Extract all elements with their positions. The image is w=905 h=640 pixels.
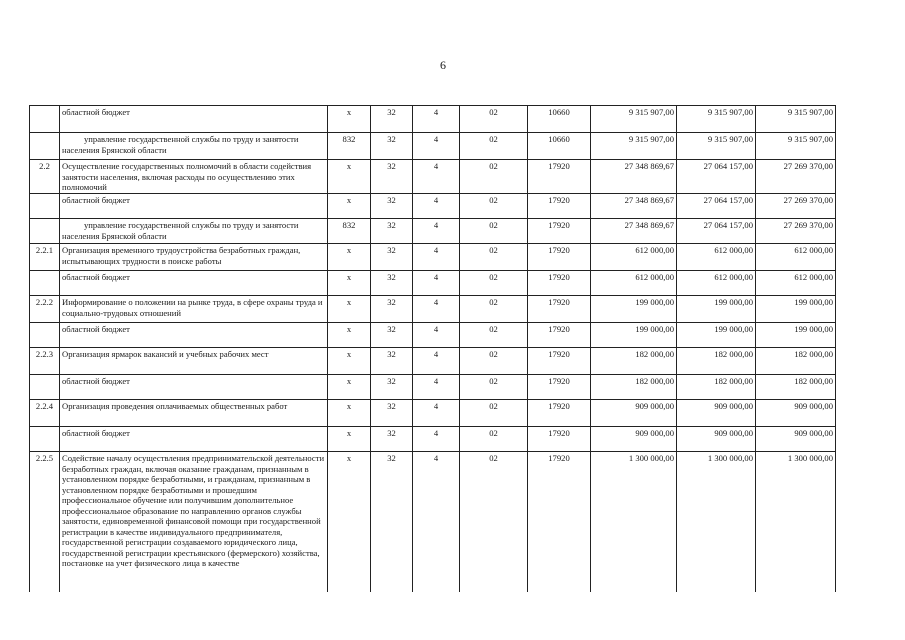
row-number: 2.2.4 [30,400,60,427]
amount-year2-cell: 909 000,00 [677,400,756,427]
group-cell: 02 [460,427,528,452]
row-name: управление государственной службы по труду и занятости населения Брянской области [60,219,328,244]
row-number [30,427,60,452]
amount-year1-cell: 909 000,00 [591,400,677,427]
subsection-cell: 4 [413,160,460,194]
subsection-cell: 4 [413,400,460,427]
group-cell: 02 [460,244,528,271]
table-body [30,106,836,592]
amount-year1-cell: 612 000,00 [591,244,677,271]
subsection-cell: 4 [413,427,460,452]
amount-year3-cell: 27 269 370,00 [756,219,836,244]
target-code-cell: 17920 [528,452,591,592]
subsection-cell: 4 [413,106,460,133]
subsection-cell: 4 [413,271,460,296]
target-code-cell: 17920 [528,375,591,400]
amount-year1-cell: 182 000,00 [591,348,677,375]
row-number [30,194,60,219]
amount-year2-cell: 27 064 157,00 [677,160,756,194]
amount-year2-cell: 182 000,00 [677,348,756,375]
row-name: областной бюджет [60,194,328,219]
budget-table [29,105,836,592]
target-code-cell: 17920 [528,348,591,375]
section-cell: 32 [371,133,413,160]
amount-year3-cell: 612 000,00 [756,244,836,271]
group-cell: 02 [460,400,528,427]
amount-year2-cell: 1 300 000,00 [677,452,756,592]
table-row [30,106,836,133]
target-code-cell: 17920 [528,323,591,348]
table-row [30,296,836,323]
subsection-cell: 4 [413,194,460,219]
amount-year3-cell: 909 000,00 [756,427,836,452]
amount-year1-cell: 27 348 869,67 [591,219,677,244]
row-name: областной бюджет [60,323,328,348]
row-number: 2.2.1 [30,244,60,271]
amount-year2-cell: 199 000,00 [677,296,756,323]
ministry-code-cell: x [328,452,371,592]
target-code-cell: 10660 [528,133,591,160]
target-code-cell: 17920 [528,400,591,427]
group-cell: 02 [460,452,528,592]
group-cell: 02 [460,106,528,133]
target-code-cell: 17920 [528,271,591,296]
amount-year1-cell: 199 000,00 [591,296,677,323]
section-cell: 32 [371,271,413,296]
row-number: 2.2 [30,160,60,194]
table-row [30,271,836,296]
row-number [30,271,60,296]
row-number [30,323,60,348]
amount-year1-cell: 199 000,00 [591,323,677,348]
amount-year2-cell: 27 064 157,00 [677,194,756,219]
amount-year3-cell: 182 000,00 [756,348,836,375]
ministry-code-cell: 832 [328,133,371,160]
section-cell: 32 [371,375,413,400]
amount-year1-cell: 9 315 907,00 [591,133,677,160]
group-cell: 02 [460,194,528,219]
section-cell: 32 [371,244,413,271]
ministry-code-cell: x [328,194,371,219]
amount-year3-cell: 1 300 000,00 [756,452,836,592]
page-number: 6 [440,58,446,72]
section-cell: 32 [371,106,413,133]
ministry-code-cell: x [328,271,371,296]
section-cell: 32 [371,194,413,219]
amount-year3-cell: 199 000,00 [756,296,836,323]
amount-year1-cell: 182 000,00 [591,375,677,400]
ministry-code-cell: x [328,296,371,323]
amount-year2-cell: 909 000,00 [677,427,756,452]
section-cell: 32 [371,427,413,452]
amount-year2-cell: 612 000,00 [677,244,756,271]
ministry-code-cell: 832 [328,219,371,244]
amount-year3-cell: 27 269 370,00 [756,194,836,219]
row-name: управление государственной службы по труду и занятости населения Брянской области [60,133,328,160]
ministry-code-cell: x [328,244,371,271]
row-number: 2.2.3 [30,348,60,375]
table-row [30,400,836,427]
table-row [30,323,836,348]
table-row [30,160,836,194]
amount-year2-cell: 612 000,00 [677,271,756,296]
section-cell: 32 [371,160,413,194]
table-row [30,194,836,219]
table-row [30,244,836,271]
row-number: 2.2.2 [30,296,60,323]
group-cell: 02 [460,219,528,244]
amount-year3-cell: 9 315 907,00 [756,106,836,133]
amount-year2-cell: 9 315 907,00 [677,106,756,133]
target-code-cell: 17920 [528,244,591,271]
section-cell: 32 [371,348,413,375]
table-row [30,348,836,375]
group-cell: 02 [460,375,528,400]
row-number [30,133,60,160]
target-code-cell: 17920 [528,296,591,323]
amount-year1-cell: 909 000,00 [591,427,677,452]
ministry-code-cell: x [328,323,371,348]
table-row [30,427,836,452]
target-code-cell: 17920 [528,219,591,244]
ministry-code-cell: x [328,400,371,427]
ministry-code-cell: x [328,348,371,375]
group-cell: 02 [460,271,528,296]
subsection-cell: 4 [413,348,460,375]
group-cell: 02 [460,323,528,348]
row-number: 2.2.5 [30,452,60,592]
amount-year2-cell: 27 064 157,00 [677,219,756,244]
subsection-cell: 4 [413,296,460,323]
row-name: областной бюджет [60,106,328,133]
table-row [30,375,836,400]
table-row [30,452,836,592]
amount-year2-cell: 199 000,00 [677,323,756,348]
subsection-cell: 4 [413,375,460,400]
section-cell: 32 [371,323,413,348]
section-cell: 32 [371,219,413,244]
amount-year2-cell: 182 000,00 [677,375,756,400]
amount-year3-cell: 182 000,00 [756,375,836,400]
amount-year3-cell: 27 269 370,00 [756,160,836,194]
table-row [30,133,836,160]
ministry-code-cell: x [328,160,371,194]
amount-year1-cell: 1 300 000,00 [591,452,677,592]
section-cell: 32 [371,400,413,427]
row-number [30,219,60,244]
row-number [30,106,60,133]
row-name: Осуществление государственных полномочий в области содействия занятости населения, включая расходы по осуществлению этих полномочий [60,160,328,194]
amount-year1-cell: 27 348 869,67 [591,160,677,194]
subsection-cell: 4 [413,219,460,244]
row-name: Организация временного трудоустройства безработных граждан, испытывающих трудности в поиске работы [60,244,328,271]
row-name: областной бюджет [60,375,328,400]
row-name: Информирование о положении на рынке труда, в сфере охраны труда и социально-трудовых отношений [60,296,328,323]
group-cell: 02 [460,348,528,375]
target-code-cell: 17920 [528,427,591,452]
amount-year1-cell: 612 000,00 [591,271,677,296]
amount-year1-cell: 27 348 869,67 [591,194,677,219]
section-cell: 32 [371,296,413,323]
target-code-cell: 17920 [528,194,591,219]
target-code-cell: 10660 [528,106,591,133]
amount-year2-cell: 9 315 907,00 [677,133,756,160]
subsection-cell: 4 [413,244,460,271]
row-name: областной бюджет [60,271,328,296]
amount-year1-cell: 9 315 907,00 [591,106,677,133]
subsection-cell: 4 [413,323,460,348]
ministry-code-cell: x [328,375,371,400]
row-name: Организация ярмарок вакансий и учебных рабочих мест [60,348,328,375]
amount-year3-cell: 199 000,00 [756,323,836,348]
ministry-code-cell: x [328,427,371,452]
row-number [30,375,60,400]
amount-year3-cell: 612 000,00 [756,271,836,296]
ministry-code-cell: x [328,106,371,133]
target-code-cell: 17920 [528,160,591,194]
row-name: Организация проведения оплачиваемых общественных работ [60,400,328,427]
group-cell: 02 [460,133,528,160]
subsection-cell: 4 [413,452,460,592]
row-name: областной бюджет [60,427,328,452]
table-row [30,219,836,244]
group-cell: 02 [460,160,528,194]
row-name: Содействие началу осуществления предпринимательской деятельности безработных граждан, включая оказание гражданам, признанным в установленном порядке безработными, и гражданам, признанным в установленном порядке безработными и прошедшим профессиональное обучение или получившим дополнительное профессиональное образование по направлению органов службы занятости, единовременной финансовой помощи при государственной регистрации в качестве индивидуального предпринимателя, государственной регистрации создаваемого юридического лица, государственной регистрации крестьянского (фермерского) хозяйства, постановке на учет физического лица в качестве [60,452,328,592]
subsection-cell: 4 [413,133,460,160]
group-cell: 02 [460,296,528,323]
amount-year3-cell: 909 000,00 [756,400,836,427]
section-cell: 32 [371,452,413,592]
amount-year3-cell: 9 315 907,00 [756,133,836,160]
